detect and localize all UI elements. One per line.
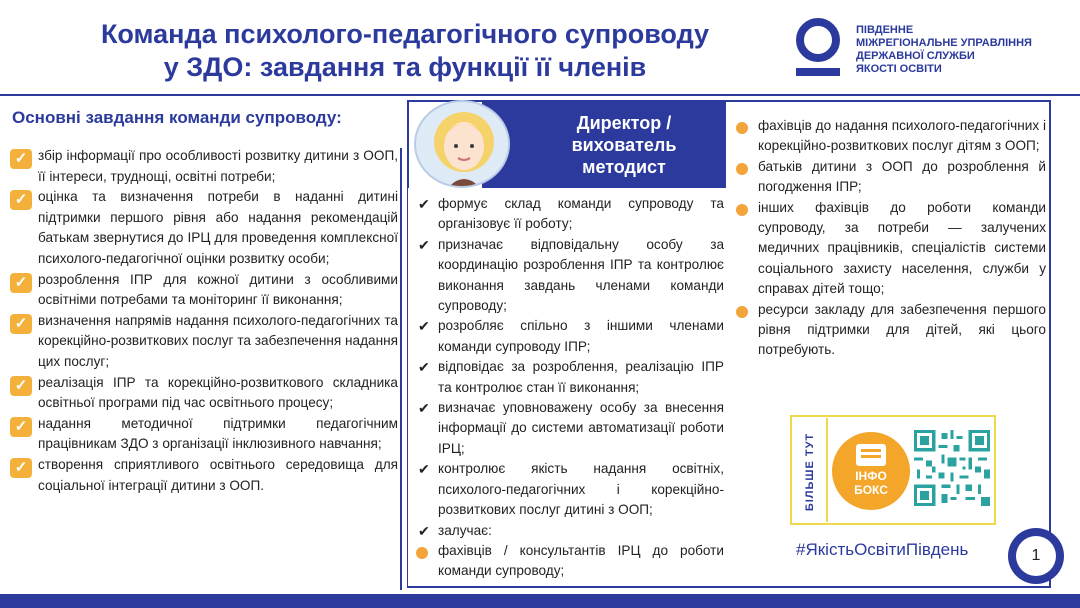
duty-text: формує склад команди супроводу та організовує її роботу;: [438, 196, 724, 232]
checkbox-icon: ✓: [10, 417, 32, 437]
task-item: [10, 146, 398, 187]
involve-text: фахівців / консультантів ІРЦ до роботи команди супроводу;: [438, 542, 724, 579]
bullet-dot-icon: [736, 163, 748, 175]
column-divider: [400, 148, 402, 590]
info-box-line2: БОКС: [854, 483, 888, 497]
task-item: [10, 270, 398, 311]
checkbox-icon: ✓: [10, 314, 32, 334]
check-icon: ✔: [418, 400, 430, 417]
task-text: створення сприятливого освітнього середовища для соціальної інтеграції дитини з ООП.: [38, 456, 398, 493]
org-line: МІЖРЕГІОНАЛЬНЕ УПРАВЛІННЯ: [856, 37, 1032, 49]
involve-item: [734, 198, 1046, 300]
duty-item: [416, 357, 724, 398]
bullet-dot-icon: [736, 306, 748, 318]
org-name: [856, 24, 1076, 76]
check-icon: ✔: [418, 359, 430, 376]
check-icon: ✔: [418, 196, 430, 212]
involve-list: [734, 116, 1046, 361]
duty-item: [416, 316, 724, 357]
role-line: Директор /: [576, 113, 672, 133]
involve-item: [416, 541, 724, 582]
hashtag[interactable]: #ЯкістьОсвітиПівдень: [796, 540, 969, 559]
task-text: реалізація ІПР та корекційно-розвиткового складника освітньої програми під час освітнього процесу;: [38, 374, 398, 411]
role-line: методист: [582, 157, 666, 177]
duty-text: визначає уповноважену особу за внесення інформації до системи автоматизації роботи ІРЦ;: [438, 400, 724, 456]
person-icon: [416, 102, 510, 188]
director-avatar: [414, 100, 510, 188]
involve-item: [734, 300, 1046, 361]
task-item: [10, 187, 398, 269]
director-duties-list: [416, 194, 724, 582]
task-text: надання методичної підтримки педагогічним працівникам ЗДО з організації інклюзивного навчання;: [38, 415, 398, 452]
more-here-label: БІЛЬШЕ ТУТ: [804, 432, 817, 512]
document-icon: [856, 444, 886, 466]
org-logo-icon: [796, 18, 852, 78]
bullet-dot-icon: [736, 122, 748, 134]
task-item: [10, 455, 398, 496]
duty-item: [416, 459, 724, 520]
task-text: оцінка та визначення потреби в наданні дитині підтримки першого рівня або надання рекомендацій батькам звернутися до ІРЦ для проведення комплексної психолого-педагогічної оцінки розвитку особи;: [38, 189, 398, 266]
task-item: [10, 311, 398, 373]
page-number: 1: [1016, 536, 1056, 576]
task-text: збір інформації про особливості розвитку дитини з ООП, її інтереси, труднощі, освітні потреби;: [38, 148, 398, 184]
involve-text: ресурси закладу для забезпечення першого рівня підтримки для дітей, які цього потребують.: [758, 301, 1046, 358]
info-box-line1: ІНФО: [855, 469, 887, 483]
title-line-1: Команда психолого-педагогічного супроводу: [100, 19, 710, 49]
checkbox-icon: ✓: [10, 273, 32, 293]
duty-text: призначає відповідальну особу за координацію розроблення ІПР та контролює виконання завдань членами команди супроводу;: [438, 236, 724, 314]
header-divider: [0, 94, 1080, 96]
task-item: [10, 373, 398, 414]
duty-item: [416, 521, 724, 541]
duty-item: [416, 398, 724, 459]
role-line: вихователь: [571, 135, 677, 155]
tasks-list: [10, 146, 398, 496]
org-line: ЯКОСТІ ОСВІТИ: [856, 63, 942, 75]
title-line-2: у ЗДО: завдання та функції її членів: [163, 52, 647, 82]
involve-item: [734, 116, 1046, 157]
checkbox-icon: ✓: [10, 458, 32, 478]
role-title: [482, 100, 726, 188]
involve-text: інших фахівців до роботи команди супроводу, за потреби — залучених медичних працівників, спеціалістів системи соціального захисту населення, служби у справах дітей тощо;: [758, 199, 1046, 297]
check-icon: ✔: [418, 236, 430, 253]
bullet-dot-icon: [736, 204, 748, 216]
qr-code-icon[interactable]: [914, 430, 990, 506]
duty-text: залучає:: [438, 522, 492, 538]
checkbox-icon: ✓: [10, 190, 32, 210]
check-icon: ✔: [418, 461, 430, 478]
involve-item: [734, 157, 1046, 198]
info-box-badge[interactable]: [832, 432, 910, 510]
duty-text: контролює якість надання освітніх, психолого-педагогічних і корекційно-розвиткових послуг дитині з ООП;: [438, 461, 724, 518]
org-line: ПІВДЕННЕ: [856, 24, 914, 36]
org-line: ДЕРЖАВНОЇ СЛУЖБИ: [856, 50, 975, 62]
bullet-dot-icon: [416, 547, 428, 559]
check-icon: ✔: [418, 318, 430, 335]
card-divider: [826, 418, 828, 522]
tasks-heading: Основні завдання команди супроводу:: [12, 108, 342, 127]
duty-text: розробляє спільно з іншими членами команди супроводу ІПР;: [438, 318, 724, 354]
task-text: визначення напрямів надання психолого-педагогічних та корекційно-розвиткових послуг та забезпечення надання цих послуг;: [38, 312, 398, 369]
duty-item: [416, 235, 724, 317]
page-title: [30, 18, 780, 84]
check-icon: ✔: [418, 522, 430, 539]
involve-text: батьків дитини з ООП до розроблення й погодження ІПР;: [758, 158, 1046, 195]
task-item: [10, 414, 398, 455]
checkbox-icon: ✓: [10, 376, 32, 396]
duty-text: відповідає за розроблення, реалізацію ІПР та контролює стан її виконання;: [438, 359, 724, 395]
checkbox-icon: ✓: [10, 149, 32, 169]
footer-bar: [0, 594, 1080, 608]
task-text: розроблення ІПР для кожної дитини з особливими освітніми потребами та моніторинг її виконання;: [38, 271, 398, 308]
duty-item: [416, 194, 724, 235]
involve-text: фахівців до надання психолого-педагогічних і корекційно-розвиткових послуг дітям з ООП;: [758, 118, 1046, 154]
